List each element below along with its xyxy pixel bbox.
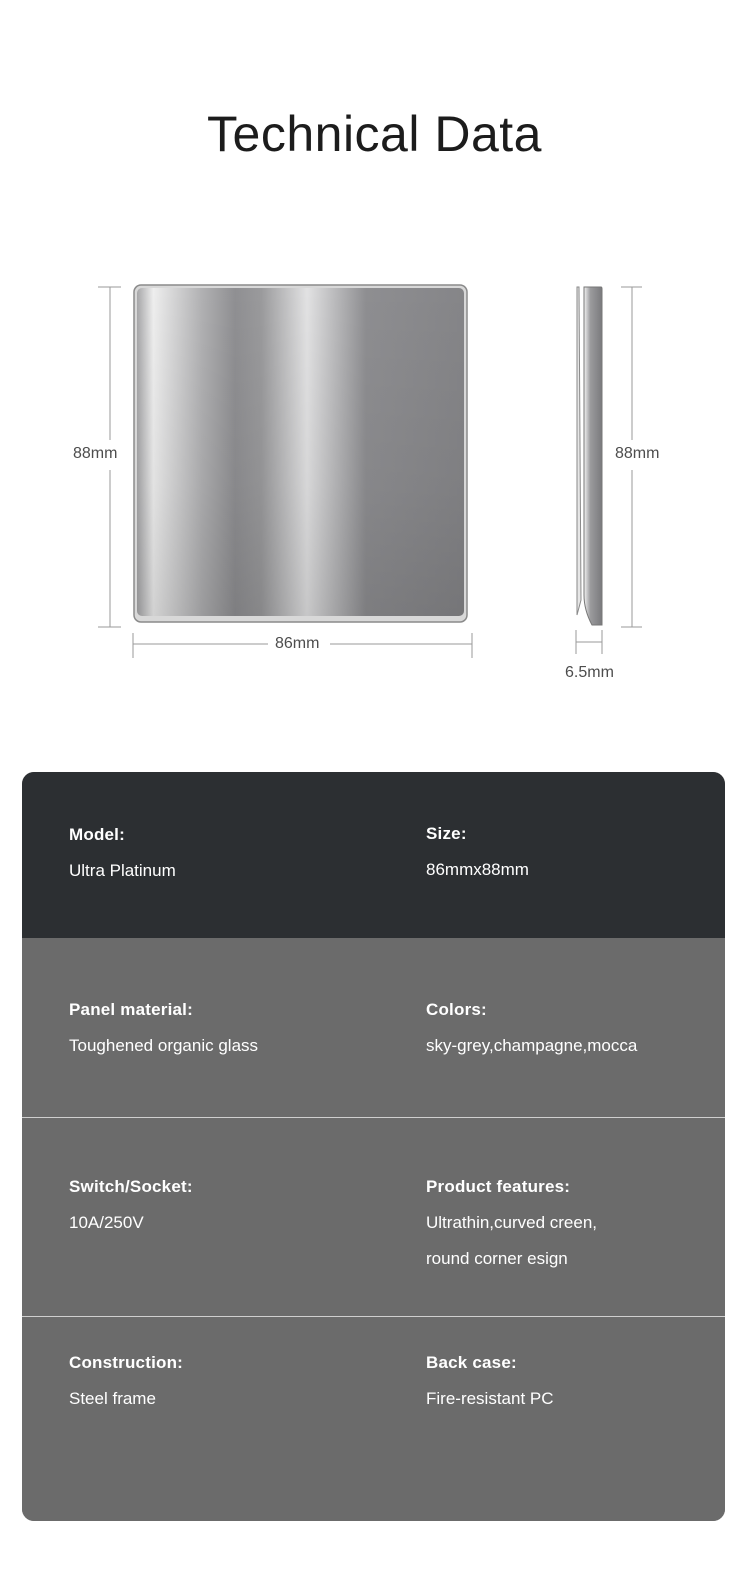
spec-colors [426,992,716,1064]
page-title: Technical Data [207,106,542,162]
spec-label: Model: [69,825,125,844]
spec-label: Construction: [69,1353,184,1372]
spec-value: Ultrathin,curved creen, [426,1213,598,1232]
spec-label: Switch/Socket: [69,1177,193,1196]
spec-row-model-size [22,772,725,938]
spec-value: Fire-resistant PC [426,1389,554,1408]
dimension-drawing [0,270,749,700]
dimension-diagram [0,270,749,700]
spec-value: round corner esign [426,1249,568,1268]
spec-panel-material [69,992,389,1064]
side-panel [577,287,602,625]
side-depth-label: 6.5mm [565,664,614,681]
spec-value: sky-grey,champagne,mocca [426,1036,638,1055]
spec-row-material-colors [22,938,725,1117]
spec-value: 86mmx88mm [426,860,529,879]
spec-table [22,772,725,1521]
spec-switch-socket [69,1169,389,1241]
spec-back-case [426,1345,716,1417]
spec-label: Size: [426,824,467,843]
spec-label: Back case: [426,1353,517,1372]
spec-size [426,816,716,888]
spec-label: Panel material: [69,1000,193,1019]
spec-value: Steel frame [69,1389,156,1408]
spec-label: Product features: [426,1177,571,1196]
front-panel [134,285,467,622]
spec-row-construction-backcase [22,1316,725,1521]
front-height-label: 88mm [73,445,118,462]
spec-model [69,817,389,889]
side-height-label: 88mm [615,445,660,462]
spec-value: Ultra Platinum [69,861,176,880]
spec-label: Colors: [426,1000,487,1019]
spec-value: 10A/250V [69,1213,144,1232]
side-depth-dimension [576,630,602,654]
spec-product-features [426,1169,716,1277]
front-width-label: 86mm [275,635,320,652]
spec-value: Toughened organic glass [69,1036,259,1055]
spec-row-switch-features [22,1117,725,1316]
spec-construction [69,1345,389,1417]
